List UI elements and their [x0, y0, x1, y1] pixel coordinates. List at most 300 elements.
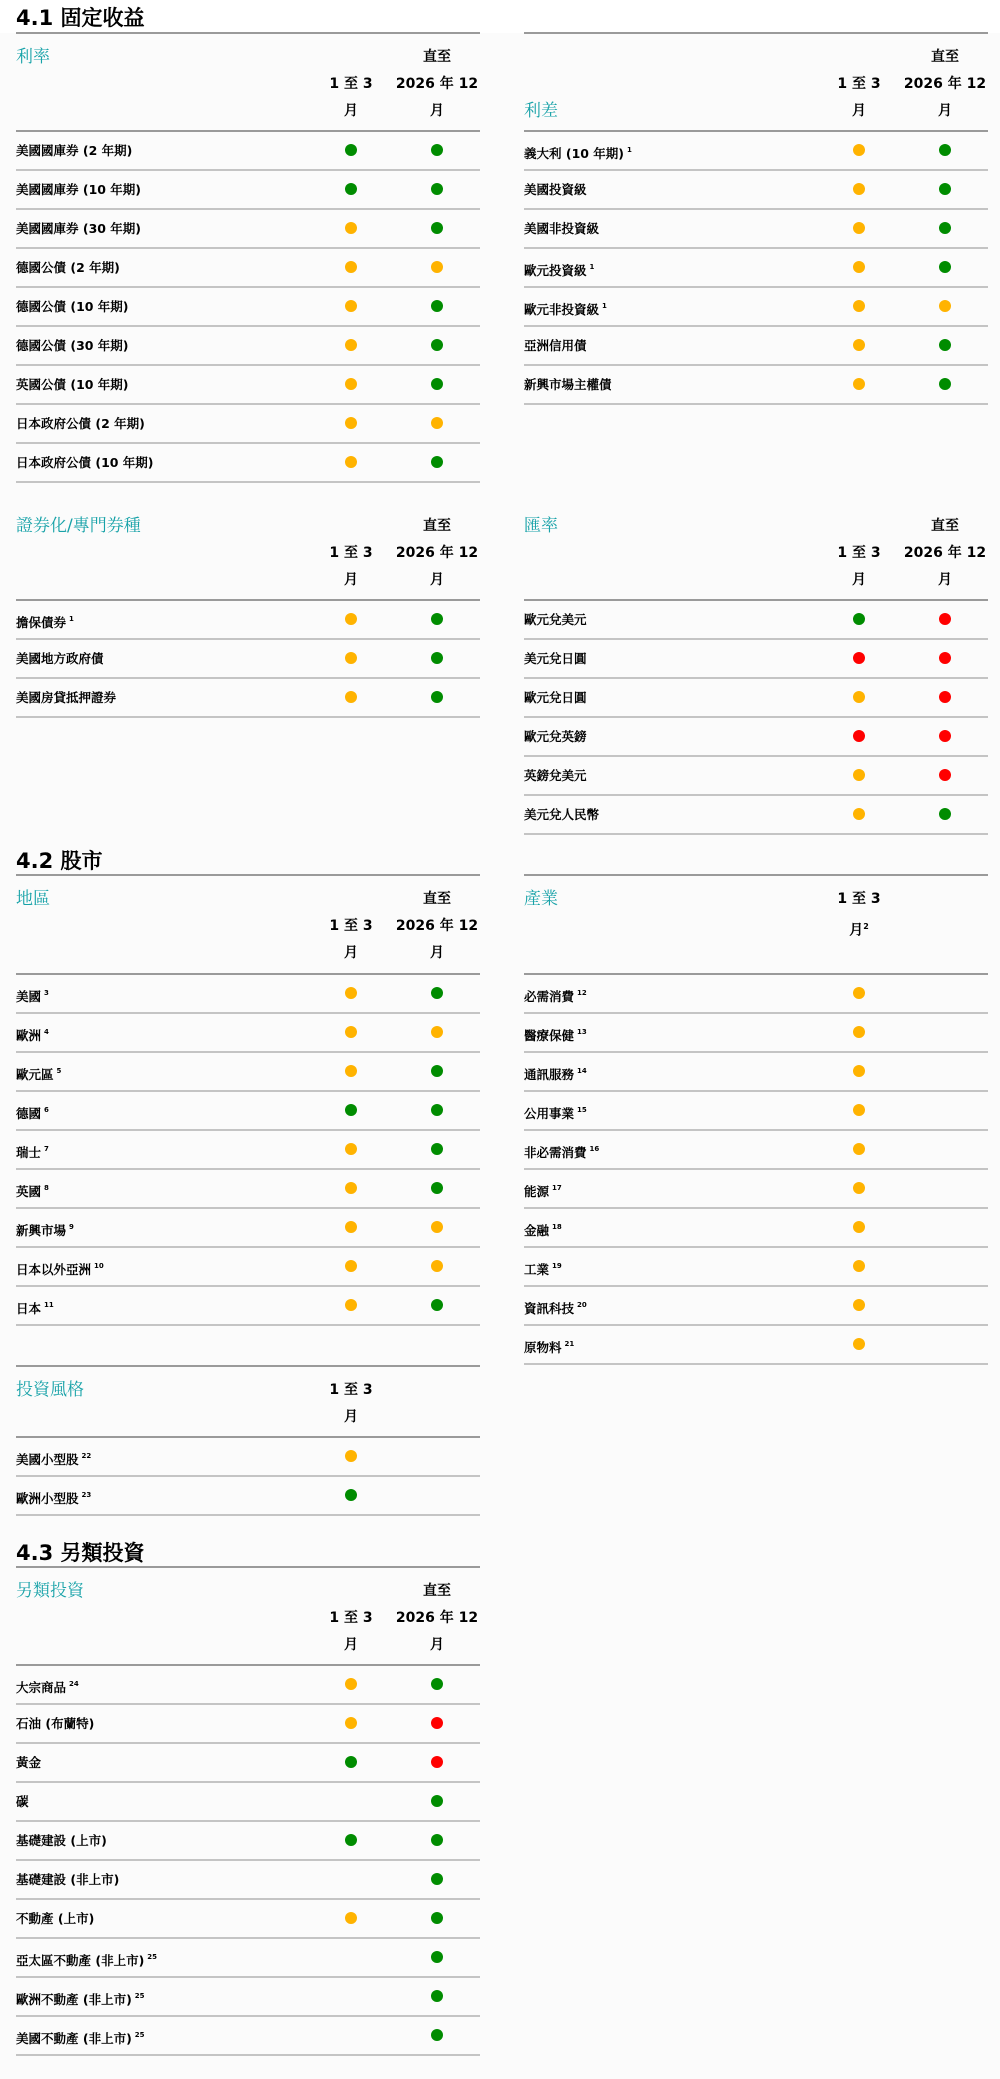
table-row	[524, 327, 988, 366]
row-label-text: 大宗商品	[16, 1680, 67, 1695]
status-dot-green-icon	[431, 1065, 443, 1077]
table-row	[524, 1092, 988, 1131]
row-label-text: 金融	[524, 1223, 550, 1238]
column-header-line	[306, 886, 396, 913]
row-label	[16, 171, 141, 208]
table-header	[16, 876, 480, 975]
column-header-line: 月	[344, 103, 358, 119]
column-header-line: 直至	[931, 49, 959, 65]
column-header-line	[814, 913, 904, 940]
table-row	[16, 1705, 480, 1744]
row-label	[16, 2017, 145, 2057]
status-dot-green-icon	[431, 1990, 443, 2002]
table-row	[16, 1170, 480, 1209]
column-header-line: 2026 年 12	[395, 1610, 479, 1626]
column-header-line	[306, 513, 396, 540]
status-dot-green-icon	[345, 183, 357, 195]
status-dot-amber-icon	[345, 987, 357, 999]
column-header-line: 直至	[423, 891, 451, 907]
top-band	[0, 0, 1000, 33]
footnote-marker: 9	[69, 1223, 74, 1231]
status-dot-amber-icon	[853, 691, 865, 703]
table-title: 證券化/專門券種	[16, 516, 141, 536]
column-header-line	[814, 44, 904, 71]
row-label-text: 美國投資級	[524, 182, 587, 197]
table-row	[524, 132, 988, 171]
row-label	[16, 327, 129, 364]
status-dot-green-icon	[431, 300, 443, 312]
column-header	[814, 513, 904, 594]
row-label-text: 歐元區	[16, 1067, 54, 1082]
row-label-text: 歐元兌美元	[524, 612, 587, 627]
row-label	[16, 1783, 29, 1820]
row-label	[16, 405, 145, 442]
row-label	[16, 1248, 104, 1288]
column-header-line: 1 至 3	[329, 76, 373, 92]
status-dot-red-icon	[853, 652, 865, 664]
column-header-line: 2026 年 12	[395, 76, 479, 92]
column-header	[392, 886, 482, 967]
row-label-text: 德國公債 (30 年期)	[16, 338, 129, 353]
row-label-text: 公用事業	[524, 1106, 575, 1121]
table-row	[524, 249, 988, 288]
row-label	[524, 796, 599, 833]
table-row	[16, 1978, 480, 2017]
regions-table	[16, 874, 480, 1326]
row-label-text: 美國國庫券 (2 年期)	[16, 143, 133, 158]
status-dot-amber-icon	[853, 378, 865, 390]
row-label	[524, 132, 632, 172]
row-label	[16, 1209, 74, 1249]
table-row	[16, 1666, 480, 1705]
table-row	[524, 679, 988, 718]
row-label	[16, 1861, 119, 1898]
column-header	[306, 513, 396, 594]
status-dot-amber-icon	[853, 1182, 865, 1194]
table-row	[16, 327, 480, 366]
column-header-line: 2026 年 12	[395, 545, 479, 561]
column-header-line: 月	[344, 945, 358, 961]
status-dot-amber-icon	[853, 1338, 865, 1350]
row-label-text: 歐洲	[16, 1028, 42, 1043]
status-dot-amber-icon	[345, 1065, 357, 1077]
table-row	[524, 975, 988, 1014]
footnote-marker: 3	[44, 989, 49, 997]
status-dot-green-icon	[431, 378, 443, 390]
column-header-line: 1 至 3	[837, 545, 881, 561]
status-dot-green-icon	[431, 2029, 443, 2041]
status-dot-green-icon	[431, 1678, 443, 1690]
column-header	[306, 886, 396, 967]
column-header-text: 月	[849, 922, 864, 939]
table-row	[16, 366, 480, 405]
column-header	[306, 44, 396, 125]
table-row	[16, 1438, 480, 1477]
row-label	[16, 1053, 61, 1093]
row-label	[524, 288, 607, 328]
row-label-text: 不動產 (上市)	[16, 1911, 95, 1926]
row-label	[524, 171, 587, 208]
row-label	[524, 1014, 587, 1054]
footnote-marker: 12	[577, 989, 587, 997]
status-dot-amber-icon	[853, 808, 865, 820]
table-row	[16, 1822, 480, 1861]
row-label-text: 原物料	[524, 1340, 562, 1355]
column-header	[306, 1578, 396, 1659]
column-header-line: 1 至 3	[329, 545, 373, 561]
row-label	[16, 975, 49, 1015]
status-dot-amber-icon	[853, 183, 865, 195]
status-dot-green-icon	[431, 222, 443, 234]
row-label-text: 黃金	[16, 1755, 42, 1770]
row-label	[524, 975, 587, 1015]
footnote-marker: 22	[81, 1452, 92, 1460]
status-dot-green-icon	[345, 144, 357, 156]
status-dot-amber-icon	[345, 1299, 357, 1311]
row-label-text: 基礎建設 (上市)	[16, 1833, 107, 1848]
footnote-marker: 6	[44, 1106, 49, 1114]
table-row	[16, 444, 480, 483]
status-dot-green-icon	[431, 144, 443, 156]
spreads-table	[524, 32, 988, 405]
column-header	[900, 44, 990, 125]
status-dot-green-icon	[431, 1834, 443, 1846]
row-label-text: 非必需消費	[524, 1145, 587, 1160]
row-label-text: 日本政府公債 (10 年期)	[16, 455, 154, 470]
row-label	[524, 757, 587, 794]
status-dot-amber-icon	[853, 339, 865, 351]
footnote-marker: 25	[134, 2031, 145, 2039]
table-row	[16, 1477, 480, 1516]
row-label	[16, 366, 129, 403]
row-label	[16, 1744, 41, 1781]
column-header-line: 月	[430, 572, 444, 588]
status-dot-green-icon	[431, 1299, 443, 1311]
row-label-text: 工業	[524, 1262, 550, 1277]
row-label-text: 美國地方政府債	[16, 651, 104, 666]
status-dot-amber-icon	[939, 300, 951, 312]
row-label-text: 德國公債 (10 年期)	[16, 299, 129, 314]
status-dot-amber-icon	[345, 1678, 357, 1690]
footnote-marker: 18	[552, 1223, 562, 1231]
column-header-line: 月	[430, 103, 444, 119]
row-label	[16, 1666, 79, 1706]
footnote-marker: 21	[564, 1340, 575, 1348]
table-title: 另類投資	[16, 1581, 84, 1601]
column-header-line: 直至	[423, 49, 451, 65]
footnote-marker: 16	[589, 1145, 600, 1153]
row-label-text: 瑞士	[16, 1145, 42, 1160]
status-dot-amber-icon	[853, 1104, 865, 1116]
column-header	[392, 513, 482, 594]
row-label	[524, 210, 599, 247]
row-label-text: 碳	[16, 1794, 29, 1809]
column-header-line: 直至	[423, 1583, 451, 1599]
status-dot-amber-icon	[853, 222, 865, 234]
column-header-line: 月	[938, 103, 952, 119]
row-label-text: 英國	[16, 1184, 42, 1199]
table-row	[16, 249, 480, 288]
table-row	[16, 640, 480, 679]
status-dot-amber-icon	[345, 378, 357, 390]
row-label	[16, 132, 132, 169]
status-dot-amber-icon	[431, 261, 443, 273]
table-header	[16, 34, 480, 132]
column-header-line: 直至	[931, 518, 959, 534]
status-dot-green-icon	[431, 1951, 443, 1963]
row-label	[524, 1092, 587, 1132]
status-dot-amber-icon	[431, 417, 443, 429]
column-header-line: 直至	[423, 518, 451, 534]
column-header-line: 月	[852, 103, 866, 119]
column-header-line: 1 至 3	[329, 918, 373, 934]
row-label-text: 美國國庫券 (30 年期)	[16, 221, 142, 236]
table-row	[16, 405, 480, 444]
row-label-text: 歐元非投資級	[524, 302, 600, 317]
row-label	[524, 1326, 574, 1366]
status-dot-amber-icon	[345, 691, 357, 703]
table-row	[16, 1783, 480, 1822]
table-title: 匯率	[524, 516, 558, 536]
row-label-text: 亞太區不動產 (非上市)	[16, 1953, 145, 1968]
row-label	[524, 718, 587, 755]
row-label-text: 通訊服務	[524, 1067, 575, 1082]
column-header-line: 2026 年 12	[903, 76, 987, 92]
status-dot-green-icon	[939, 339, 951, 351]
status-dot-green-icon	[431, 1795, 443, 1807]
row-label	[16, 640, 104, 677]
status-dot-green-icon	[431, 183, 443, 195]
row-label	[16, 1900, 94, 1937]
footnote-marker: 8	[44, 1184, 49, 1192]
row-label-text: 資訊科技	[524, 1301, 575, 1316]
status-dot-amber-icon	[853, 300, 865, 312]
row-label-text: 美國非投資級	[524, 221, 600, 236]
table-row	[16, 679, 480, 718]
row-label-text: 歐元兌英鎊	[524, 729, 587, 744]
status-dot-amber-icon	[345, 339, 357, 351]
row-label-text: 擔保債券	[16, 615, 67, 630]
status-dot-amber-icon	[853, 1065, 865, 1077]
footnote-marker: 20	[577, 1301, 587, 1309]
status-dot-amber-icon	[853, 1260, 865, 1272]
fx-table	[524, 503, 988, 835]
table-row	[16, 210, 480, 249]
status-dot-red-icon	[939, 730, 951, 742]
table-row	[16, 1053, 480, 1092]
status-dot-amber-icon	[853, 769, 865, 781]
status-dot-amber-icon	[853, 1299, 865, 1311]
footnote-marker: 2	[863, 922, 869, 931]
row-label-text: 美元兌日圓	[524, 651, 587, 666]
row-label	[524, 1287, 587, 1327]
status-dot-amber-icon	[345, 1221, 357, 1233]
table-row	[524, 1326, 988, 1365]
row-label	[16, 249, 120, 286]
table-row	[16, 1939, 480, 1978]
column-header	[814, 44, 904, 125]
row-label-text: 日本以外亞洲	[16, 1262, 92, 1277]
status-dot-amber-icon	[853, 144, 865, 156]
footnote-marker: 23	[81, 1491, 92, 1499]
table-row	[524, 1014, 988, 1053]
table-title: 利差	[524, 101, 558, 121]
row-label	[16, 1705, 94, 1742]
status-dot-green-icon	[939, 378, 951, 390]
status-dot-green-icon	[345, 1756, 357, 1768]
footnote-marker: 10	[94, 1262, 104, 1270]
row-label-text: 美元兌人民幣	[524, 807, 600, 822]
table-header	[524, 503, 988, 601]
status-dot-green-icon	[853, 613, 865, 625]
row-label	[524, 1053, 587, 1093]
footnote-marker: 13	[577, 1028, 587, 1036]
column-header	[900, 513, 990, 594]
status-dot-amber-icon	[345, 1143, 357, 1155]
footnote-marker: 7	[44, 1145, 49, 1153]
column-header-line: 1 至 3	[329, 1610, 373, 1626]
row-label-text: 歐洲小型股	[16, 1491, 79, 1506]
row-label	[524, 327, 587, 364]
footnote-marker: 14	[577, 1067, 587, 1075]
status-dot-amber-icon	[431, 1026, 443, 1038]
status-dot-red-icon	[853, 730, 865, 742]
footnote-marker: 11	[44, 1301, 54, 1309]
row-label-text: 歐元投資級	[524, 263, 587, 278]
row-label-text: 日本	[16, 1301, 42, 1316]
footnote-marker: 15	[577, 1106, 587, 1114]
row-label-text: 美國房貸抵押證券	[16, 690, 117, 705]
status-dot-amber-icon	[853, 987, 865, 999]
table-row	[16, 1744, 480, 1783]
row-label-text: 歐元兌日圓	[524, 690, 587, 705]
footnote-marker: 24	[69, 1680, 79, 1688]
column-header-line: 月	[852, 572, 866, 588]
status-dot-red-icon	[939, 691, 951, 703]
row-label-text: 亞洲信用債	[524, 338, 587, 353]
row-label	[524, 640, 587, 677]
table-row	[16, 975, 480, 1014]
row-label	[16, 679, 116, 716]
table-row	[16, 1900, 480, 1939]
row-label-text: 石油 (布蘭特)	[16, 1716, 95, 1731]
row-label-text: 必需消費	[524, 989, 575, 1004]
table-row	[524, 718, 988, 757]
column-header-line: 2026 年 12	[903, 545, 987, 561]
table-row	[524, 1248, 988, 1287]
section-title-equities: 4.2 股市	[16, 849, 103, 873]
row-label	[16, 1092, 49, 1132]
row-label	[16, 1822, 107, 1859]
row-label-text: 英鎊兌美元	[524, 768, 587, 783]
table-row	[524, 796, 988, 835]
row-label	[16, 1477, 91, 1517]
status-dot-amber-icon	[853, 261, 865, 273]
status-dot-green-icon	[345, 1489, 357, 1501]
row-label	[524, 249, 594, 289]
column-header-line: 月	[430, 1637, 444, 1653]
table-title: 地區	[16, 889, 50, 909]
status-dot-green-icon	[431, 1912, 443, 1924]
sectors-table	[524, 874, 988, 1365]
status-dot-green-icon	[939, 222, 951, 234]
row-label	[16, 444, 154, 481]
status-dot-green-icon	[431, 1873, 443, 1885]
table-row	[524, 757, 988, 796]
row-label-text: 德國	[16, 1106, 42, 1121]
table-header	[16, 503, 480, 601]
table-row	[16, 601, 480, 640]
row-label	[16, 1014, 49, 1054]
row-label	[16, 1287, 54, 1327]
table-title: 利率	[16, 47, 50, 67]
table-header	[16, 1568, 480, 1666]
status-dot-amber-icon	[345, 613, 357, 625]
status-dot-amber-icon	[345, 456, 357, 468]
column-header	[392, 44, 482, 125]
status-dot-green-icon	[939, 183, 951, 195]
table-row	[524, 640, 988, 679]
column-header-line: 1 至 3	[837, 891, 881, 907]
status-dot-amber-icon	[345, 652, 357, 664]
status-dot-green-icon	[939, 261, 951, 273]
status-dot-amber-icon	[345, 300, 357, 312]
status-dot-amber-icon	[345, 1450, 357, 1462]
status-dot-amber-icon	[345, 222, 357, 234]
table-row	[524, 171, 988, 210]
row-label	[524, 1248, 562, 1288]
row-label	[16, 1438, 91, 1478]
status-dot-green-icon	[431, 1182, 443, 1194]
table-title: 產業	[524, 889, 558, 909]
securitized-table	[16, 503, 480, 718]
column-header-line: 月	[344, 1637, 358, 1653]
footnote-marker: 17	[552, 1184, 562, 1192]
table-row	[16, 288, 480, 327]
row-label	[16, 210, 141, 247]
status-dot-amber-icon	[431, 1221, 443, 1233]
status-dot-green-icon	[431, 456, 443, 468]
row-label	[16, 1131, 49, 1171]
status-dot-green-icon	[431, 1104, 443, 1116]
column-header-line: 2026 年 12	[395, 918, 479, 934]
table-row	[16, 1287, 480, 1326]
table-header	[524, 876, 988, 975]
status-dot-green-icon	[939, 808, 951, 820]
table-row	[524, 288, 988, 327]
row-label-text: 美國不動產 (非上市)	[16, 2031, 132, 2046]
table-title: 投資風格	[16, 1380, 84, 1400]
row-label-text: 能源	[524, 1184, 550, 1199]
status-dot-amber-icon	[345, 261, 357, 273]
row-label-text: 美國國庫券 (10 年期)	[16, 182, 142, 197]
footnote-marker: 19	[552, 1262, 562, 1270]
row-label	[524, 1131, 599, 1171]
status-dot-green-icon	[431, 987, 443, 999]
table-header	[524, 34, 988, 132]
row-label	[16, 1170, 49, 1210]
row-label	[524, 679, 587, 716]
row-label-text: 日本政府公債 (2 年期)	[16, 416, 145, 431]
row-label-text: 基礎建設 (非上市)	[16, 1872, 120, 1887]
table-row	[16, 1209, 480, 1248]
table-row	[524, 1131, 988, 1170]
status-dot-green-icon	[345, 1104, 357, 1116]
column-header	[392, 1578, 482, 1659]
footnote-marker: 1	[602, 302, 607, 310]
status-dot-amber-icon	[431, 1260, 443, 1272]
footnote-marker: 5	[56, 1067, 62, 1075]
